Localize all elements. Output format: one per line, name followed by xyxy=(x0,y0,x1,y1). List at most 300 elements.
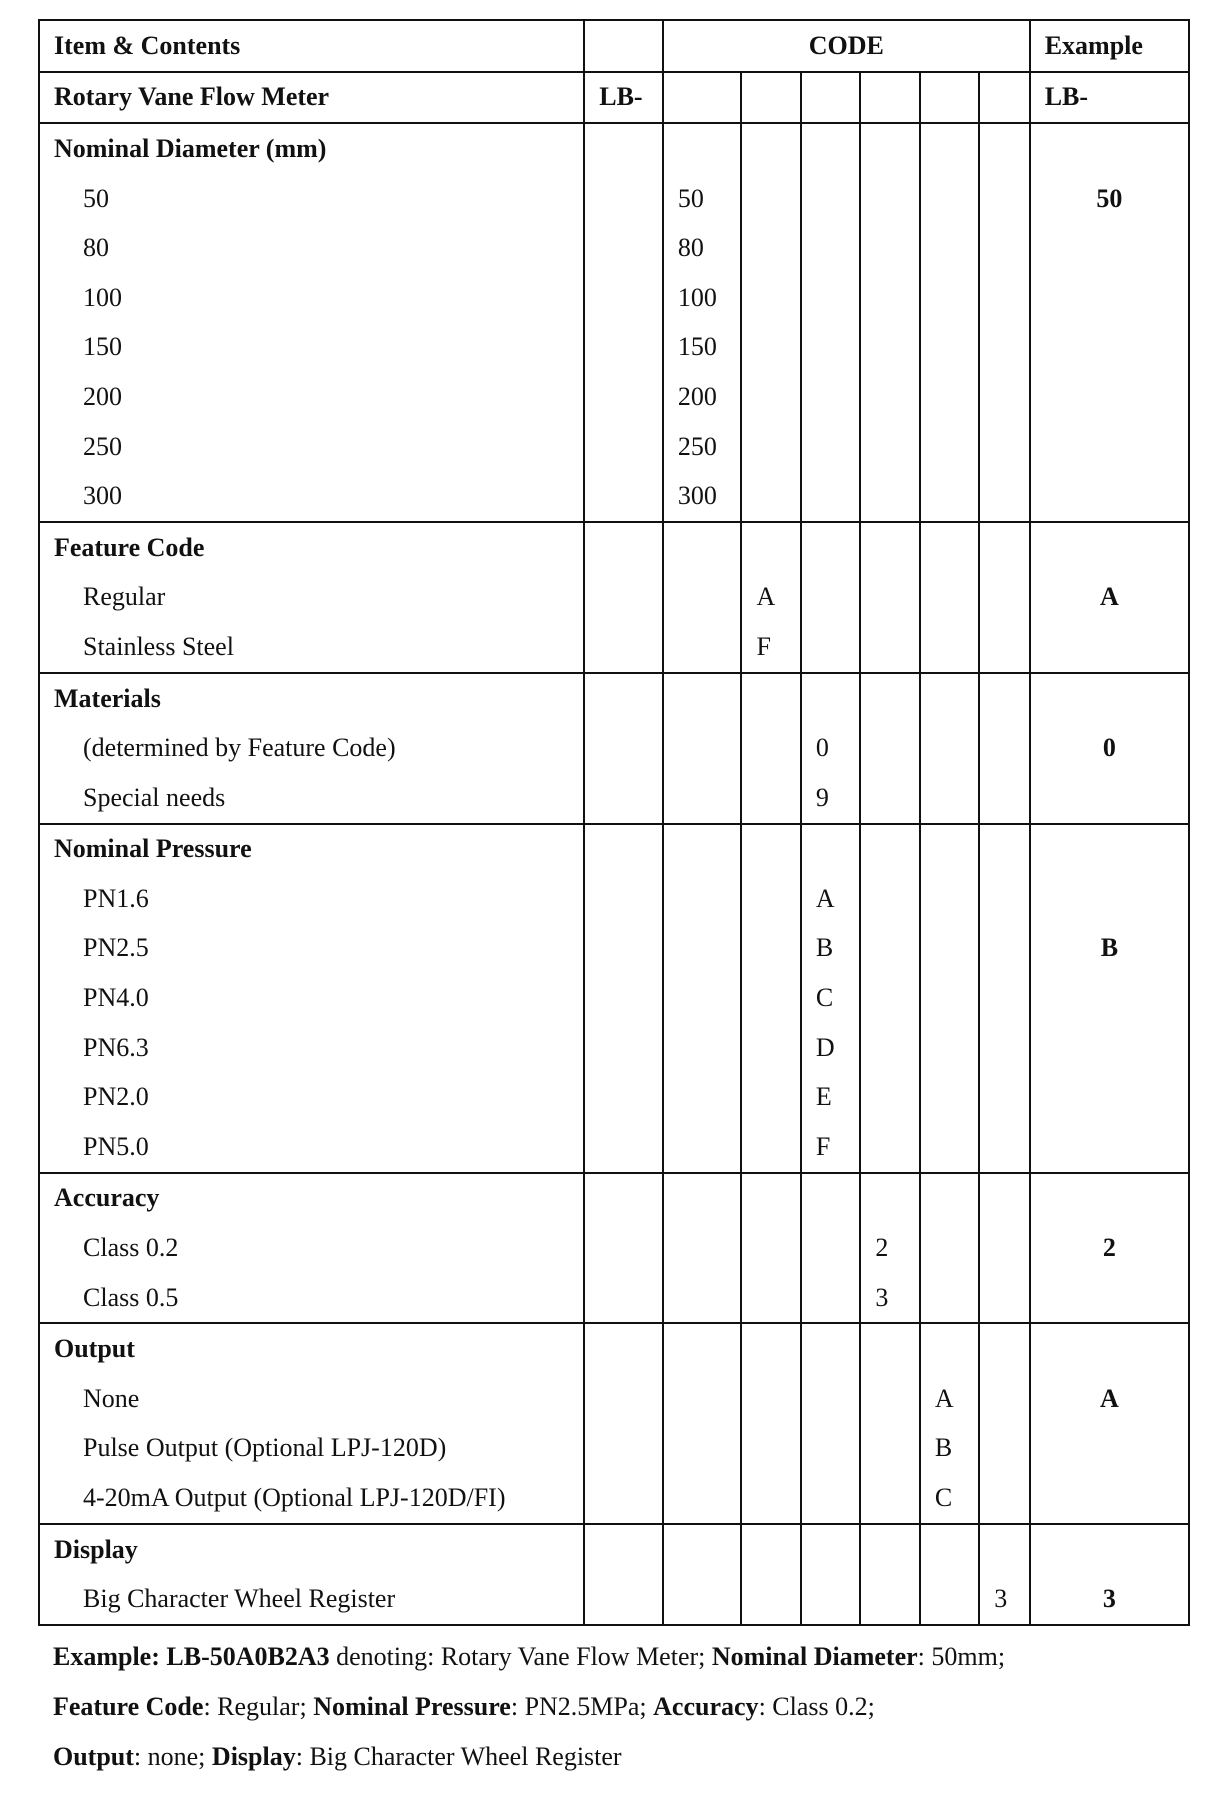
option-row xyxy=(39,1574,1189,1625)
option-row xyxy=(39,924,1189,974)
model-prefix: LB- xyxy=(584,72,663,124)
code-cell xyxy=(741,773,800,824)
code-cell xyxy=(920,1323,979,1374)
example-value: 3 xyxy=(1030,1574,1189,1625)
option-label: 300 xyxy=(39,471,584,522)
code-cell xyxy=(741,372,800,422)
option-code: 250 xyxy=(663,422,742,472)
code-cell xyxy=(663,1323,742,1374)
code-cell xyxy=(979,924,1029,974)
code-cell xyxy=(801,1424,860,1474)
explanation-term: Display xyxy=(211,1742,296,1771)
option-code: A xyxy=(801,874,860,924)
code-cell xyxy=(584,372,663,422)
code-cell xyxy=(663,824,742,875)
option-row xyxy=(39,1122,1189,1173)
code-cell xyxy=(801,471,860,522)
example-cell xyxy=(1030,773,1189,824)
header-code: CODE xyxy=(663,20,1030,72)
section-title-row xyxy=(39,673,1189,724)
example-cell xyxy=(1030,673,1189,724)
section-title-row xyxy=(39,522,1189,573)
code-cell xyxy=(860,973,919,1023)
option-label: 4-20mA Output (Optional LPJ-120D/FI) xyxy=(39,1473,584,1524)
explanation-text: : Regular; xyxy=(203,1692,314,1721)
code-cell xyxy=(584,874,663,924)
option-code: 200 xyxy=(663,372,742,422)
code-cell xyxy=(741,723,800,773)
explanation-term: Output xyxy=(53,1742,134,1771)
header-row xyxy=(39,20,1189,72)
code-cell xyxy=(920,573,979,623)
option-code: 2 xyxy=(860,1223,919,1273)
code-cell xyxy=(979,1122,1029,1173)
code-cell xyxy=(584,1524,663,1575)
code-cell xyxy=(584,1574,663,1625)
code-cell xyxy=(920,1173,979,1224)
code-cell xyxy=(860,1424,919,1474)
code-cell xyxy=(801,1524,860,1575)
example-cell xyxy=(1030,422,1189,472)
code-cell xyxy=(663,1424,742,1474)
code-cell xyxy=(860,773,919,824)
example-cell xyxy=(1030,1072,1189,1122)
code-cell xyxy=(860,223,919,273)
code-cell xyxy=(584,824,663,875)
option-label: 200 xyxy=(39,372,584,422)
code-col-6 xyxy=(979,72,1029,124)
option-row xyxy=(39,773,1189,824)
code-cell xyxy=(860,522,919,573)
code-cell xyxy=(860,1122,919,1173)
explanation-text: : none; xyxy=(133,1742,212,1771)
example-prefix: LB- xyxy=(1030,72,1189,124)
code-cell xyxy=(920,773,979,824)
code-cell xyxy=(741,223,800,273)
option-code: 50 xyxy=(663,174,742,224)
option-row xyxy=(39,323,1189,373)
code-cell xyxy=(920,471,979,522)
option-row xyxy=(39,1374,1189,1424)
explanation-term: Nominal Pressure xyxy=(313,1692,511,1721)
code-cell xyxy=(979,673,1029,724)
code-cell xyxy=(584,1223,663,1273)
code-cell xyxy=(663,673,742,724)
section-title: Nominal Diameter (mm) xyxy=(39,123,584,174)
code-cell xyxy=(741,1023,800,1073)
code-cell xyxy=(920,522,979,573)
option-code: 3 xyxy=(860,1273,919,1324)
option-row xyxy=(39,372,1189,422)
code-cell xyxy=(663,1574,742,1625)
code-cell xyxy=(584,1424,663,1474)
example-cell xyxy=(1030,1122,1189,1173)
option-row xyxy=(39,174,1189,224)
code-cell xyxy=(584,1374,663,1424)
example-cell xyxy=(1030,471,1189,522)
section-title-row xyxy=(39,1323,1189,1374)
code-cell xyxy=(663,1473,742,1524)
code-col-4 xyxy=(860,72,919,124)
option-code: 300 xyxy=(663,471,742,522)
header-prefix-blank xyxy=(584,20,663,72)
explanation-line-3 xyxy=(53,1732,1203,1782)
product-row xyxy=(39,72,1189,124)
code-cell xyxy=(801,1273,860,1324)
code-cell xyxy=(663,1072,742,1122)
code-cell xyxy=(920,824,979,875)
code-cell xyxy=(741,273,800,323)
code-cell xyxy=(801,622,860,673)
code-cell xyxy=(801,1473,860,1524)
code-cell xyxy=(663,924,742,974)
code-cell xyxy=(801,573,860,623)
option-label: PN6.3 xyxy=(39,1023,584,1073)
code-cell xyxy=(979,123,1029,174)
explanation-text: denoting: Rotary Vane Flow Meter; xyxy=(329,1642,712,1671)
code-cell xyxy=(920,622,979,673)
example-cell xyxy=(1030,522,1189,573)
code-cell xyxy=(920,223,979,273)
explanation-term: Feature Code xyxy=(53,1692,204,1721)
example-model-code: Example: LB-50A0B2A3 xyxy=(53,1642,330,1671)
section-title-row xyxy=(39,824,1189,875)
example-cell xyxy=(1030,372,1189,422)
option-row xyxy=(39,973,1189,1023)
option-row xyxy=(39,874,1189,924)
code-cell xyxy=(584,622,663,673)
code-cell xyxy=(920,1223,979,1273)
code-cell xyxy=(741,323,800,373)
code-cell xyxy=(801,273,860,323)
code-cell xyxy=(663,874,742,924)
code-cell xyxy=(663,622,742,673)
code-cell xyxy=(801,174,860,224)
code-cell xyxy=(860,622,919,673)
option-label: 80 xyxy=(39,223,584,273)
code-cell xyxy=(979,1072,1029,1122)
option-label: PN5.0 xyxy=(39,1122,584,1173)
option-code: F xyxy=(801,1122,860,1173)
code-cell xyxy=(663,1173,742,1224)
code-cell xyxy=(741,1574,800,1625)
code-cell xyxy=(860,422,919,472)
example-value: 2 xyxy=(1030,1223,1189,1273)
code-cell xyxy=(801,522,860,573)
code-cell xyxy=(741,522,800,573)
example-cell xyxy=(1030,1473,1189,1524)
option-code: C xyxy=(920,1473,979,1524)
example-cell xyxy=(1030,323,1189,373)
code-cell xyxy=(741,123,800,174)
code-cell xyxy=(979,372,1029,422)
section-title: Display xyxy=(39,1524,584,1575)
code-cell xyxy=(979,824,1029,875)
option-row xyxy=(39,1072,1189,1122)
code-cell xyxy=(584,673,663,724)
code-cell xyxy=(584,174,663,224)
code-cell xyxy=(920,273,979,323)
code-cell xyxy=(584,471,663,522)
code-cell xyxy=(801,223,860,273)
code-cell xyxy=(663,723,742,773)
section-title: Feature Code xyxy=(39,522,584,573)
code-cell xyxy=(979,522,1029,573)
section-title-row xyxy=(39,123,1189,174)
code-cell xyxy=(801,1223,860,1273)
code-cell xyxy=(860,1323,919,1374)
code-cell xyxy=(920,924,979,974)
code-cell xyxy=(920,372,979,422)
code-cell xyxy=(584,924,663,974)
option-label: Special needs xyxy=(39,773,584,824)
option-row xyxy=(39,1223,1189,1273)
example-cell xyxy=(1030,1424,1189,1474)
code-cell xyxy=(979,174,1029,224)
code-cell xyxy=(801,673,860,724)
code-cell xyxy=(741,1122,800,1173)
code-cell xyxy=(584,773,663,824)
model-code-table-container xyxy=(38,19,1190,1626)
header-item-contents: Item & Contents xyxy=(39,20,584,72)
option-label: 250 xyxy=(39,422,584,472)
code-cell xyxy=(584,323,663,373)
code-cell xyxy=(663,1273,742,1324)
code-cell xyxy=(979,1273,1029,1324)
code-cell xyxy=(860,471,919,522)
explanation-text: : 50mm; xyxy=(917,1642,1006,1671)
code-cell xyxy=(860,273,919,323)
code-cell xyxy=(741,673,800,724)
example-cell xyxy=(1030,223,1189,273)
code-cell xyxy=(801,1323,860,1374)
code-cell xyxy=(801,1574,860,1625)
code-cell xyxy=(979,471,1029,522)
header-example: Example xyxy=(1030,20,1189,72)
code-cell xyxy=(663,1374,742,1424)
example-explanation xyxy=(53,1632,1203,1782)
option-label: Pulse Output (Optional LPJ-120D) xyxy=(39,1424,584,1474)
code-cell xyxy=(860,1574,919,1625)
code-cell xyxy=(663,973,742,1023)
code-cell xyxy=(741,1473,800,1524)
code-cell xyxy=(979,323,1029,373)
code-col-3 xyxy=(801,72,860,124)
example-cell xyxy=(1030,123,1189,174)
code-cell xyxy=(741,1072,800,1122)
code-cell xyxy=(860,174,919,224)
code-cell xyxy=(920,1072,979,1122)
code-cell xyxy=(860,1072,919,1122)
code-cell xyxy=(860,123,919,174)
option-code: B xyxy=(920,1424,979,1474)
code-cell xyxy=(979,1173,1029,1224)
example-value: 0 xyxy=(1030,723,1189,773)
code-cell xyxy=(741,1273,800,1324)
option-label: 100 xyxy=(39,273,584,323)
product-name: Rotary Vane Flow Meter xyxy=(39,72,584,124)
code-cell xyxy=(860,323,919,373)
example-cell xyxy=(1030,1173,1189,1224)
section-title: Nominal Pressure xyxy=(39,824,584,875)
code-cell xyxy=(584,1072,663,1122)
example-cell xyxy=(1030,874,1189,924)
example-cell xyxy=(1030,1273,1189,1324)
option-label: None xyxy=(39,1374,584,1424)
option-code: 9 xyxy=(801,773,860,824)
example-cell xyxy=(1030,273,1189,323)
section-title: Accuracy xyxy=(39,1173,584,1224)
option-label: 150 xyxy=(39,323,584,373)
code-cell xyxy=(920,174,979,224)
code-cell xyxy=(920,323,979,373)
code-cell xyxy=(741,422,800,472)
option-label: Stainless Steel xyxy=(39,622,584,673)
code-cell xyxy=(801,123,860,174)
code-cell xyxy=(979,874,1029,924)
code-cell xyxy=(584,1173,663,1224)
code-cell xyxy=(979,1473,1029,1524)
code-cell xyxy=(741,1524,800,1575)
code-col-5 xyxy=(920,72,979,124)
option-code: D xyxy=(801,1023,860,1073)
code-col-1 xyxy=(663,72,742,124)
code-cell xyxy=(920,422,979,472)
option-row xyxy=(39,223,1189,273)
example-cell xyxy=(1030,1524,1189,1575)
explanation-term: Accuracy xyxy=(653,1692,759,1721)
option-label: PN1.6 xyxy=(39,874,584,924)
code-cell xyxy=(741,471,800,522)
option-row xyxy=(39,622,1189,673)
code-cell xyxy=(741,874,800,924)
code-cell xyxy=(920,1122,979,1173)
code-cell xyxy=(979,1323,1029,1374)
code-cell xyxy=(584,1323,663,1374)
section-title: Materials xyxy=(39,673,584,724)
example-value: 50 xyxy=(1030,174,1189,224)
option-code: B xyxy=(801,924,860,974)
code-cell xyxy=(663,773,742,824)
code-col-2 xyxy=(741,72,800,124)
code-cell xyxy=(860,1173,919,1224)
option-code: 150 xyxy=(663,323,742,373)
option-code: C xyxy=(801,973,860,1023)
code-cell xyxy=(920,1023,979,1073)
option-label: PN2.5 xyxy=(39,924,584,974)
code-cell xyxy=(920,723,979,773)
code-cell xyxy=(584,1473,663,1524)
code-cell xyxy=(741,973,800,1023)
code-cell xyxy=(584,223,663,273)
option-row xyxy=(39,723,1189,773)
explanation-line-2 xyxy=(53,1682,1203,1732)
option-code: E xyxy=(801,1072,860,1122)
code-cell xyxy=(584,422,663,472)
code-cell xyxy=(663,1223,742,1273)
option-row xyxy=(39,1023,1189,1073)
code-cell xyxy=(741,1323,800,1374)
code-cell xyxy=(584,522,663,573)
code-cell xyxy=(663,573,742,623)
code-cell xyxy=(979,773,1029,824)
option-code: 100 xyxy=(663,273,742,323)
option-code: A xyxy=(741,573,800,623)
example-cell xyxy=(1030,1323,1189,1374)
code-cell xyxy=(584,1122,663,1173)
code-cell xyxy=(741,174,800,224)
code-cell xyxy=(979,573,1029,623)
option-label: Class 0.5 xyxy=(39,1273,584,1324)
explanation-line-1 xyxy=(53,1632,1203,1682)
code-cell xyxy=(979,1524,1029,1575)
code-cell xyxy=(979,273,1029,323)
code-cell xyxy=(663,1524,742,1575)
code-cell xyxy=(860,1374,919,1424)
code-cell xyxy=(584,1273,663,1324)
code-cell xyxy=(584,973,663,1023)
option-code: 0 xyxy=(801,723,860,773)
option-row xyxy=(39,573,1189,623)
code-cell xyxy=(741,1173,800,1224)
code-cell xyxy=(741,1374,800,1424)
code-cell xyxy=(920,1524,979,1575)
option-label: PN2.0 xyxy=(39,1072,584,1122)
section-title-row xyxy=(39,1173,1189,1224)
example-cell xyxy=(1030,973,1189,1023)
code-cell xyxy=(801,422,860,472)
code-cell xyxy=(584,1023,663,1073)
example-value: B xyxy=(1030,924,1189,974)
example-cell xyxy=(1030,1023,1189,1073)
section-title: Output xyxy=(39,1323,584,1374)
option-row xyxy=(39,273,1189,323)
code-cell xyxy=(979,1023,1029,1073)
code-cell xyxy=(801,1173,860,1224)
code-cell xyxy=(920,673,979,724)
code-cell xyxy=(979,1424,1029,1474)
code-cell xyxy=(584,123,663,174)
explanation-term: Nominal Diameter xyxy=(711,1642,918,1671)
code-cell xyxy=(920,874,979,924)
code-cell xyxy=(979,1374,1029,1424)
option-row xyxy=(39,1424,1189,1474)
option-row xyxy=(39,422,1189,472)
code-cell xyxy=(979,973,1029,1023)
code-cell xyxy=(920,1273,979,1324)
code-cell xyxy=(860,573,919,623)
option-code: 80 xyxy=(663,223,742,273)
code-cell xyxy=(979,422,1029,472)
option-code: A xyxy=(920,1374,979,1424)
option-label: PN4.0 xyxy=(39,973,584,1023)
code-cell xyxy=(860,924,919,974)
option-label: Class 0.2 xyxy=(39,1223,584,1273)
model-code-table xyxy=(38,19,1190,1626)
code-cell xyxy=(860,372,919,422)
option-row xyxy=(39,471,1189,522)
code-cell xyxy=(979,1223,1029,1273)
code-cell xyxy=(801,372,860,422)
option-label: Regular xyxy=(39,573,584,623)
option-label: 50 xyxy=(39,174,584,224)
code-cell xyxy=(584,273,663,323)
option-label: (determined by Feature Code) xyxy=(39,723,584,773)
code-cell xyxy=(920,1574,979,1625)
code-cell xyxy=(979,223,1029,273)
code-cell xyxy=(860,824,919,875)
code-cell xyxy=(860,723,919,773)
